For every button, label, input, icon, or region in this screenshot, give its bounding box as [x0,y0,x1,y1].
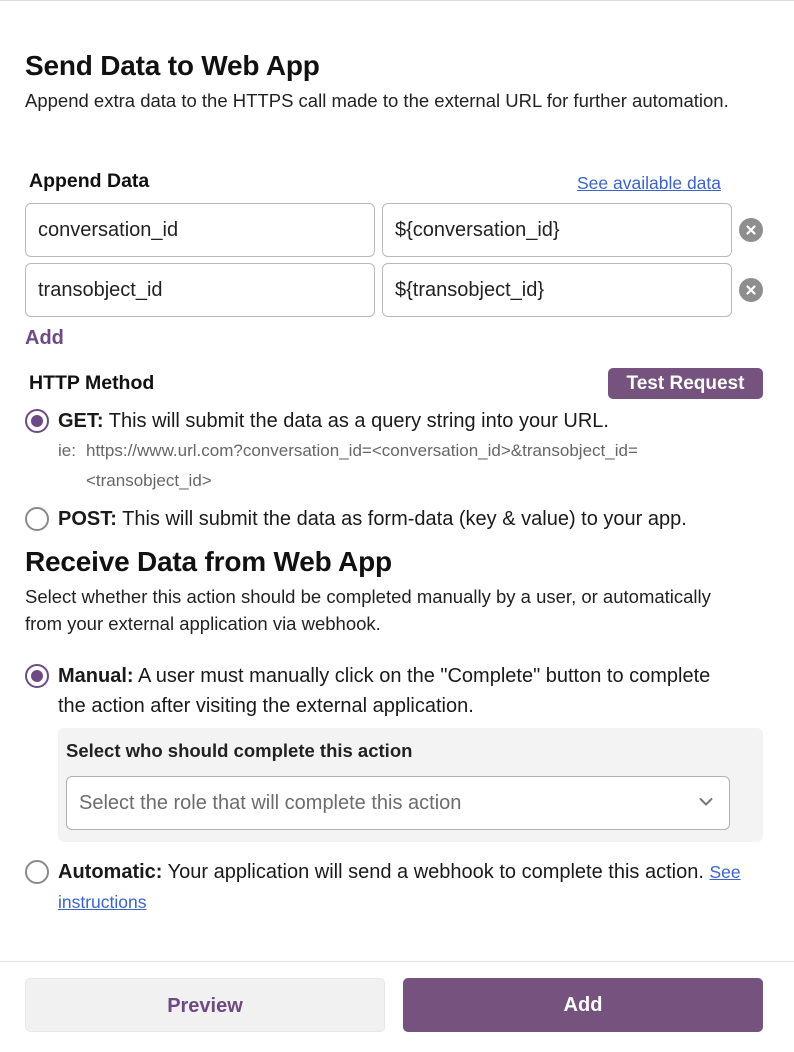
get-option-text: This will submit the data as a query string into your URL. [103,410,609,432]
role-select-placeholder: Select the role that will complete this action [79,792,462,814]
test-request-button[interactable]: Test Request [608,368,763,399]
close-icon [745,284,757,296]
top-divider [0,0,794,1]
see-available-data-link[interactable]: See available data [577,173,721,193]
get-example-line-2: <transobject_id> [86,471,212,490]
close-icon [745,224,757,236]
preview-button[interactable]: Preview [25,978,385,1032]
automatic-option-text: Your application will send a webhook to complete this action. [162,861,710,883]
manual-option-name: Manual: [58,665,134,687]
append-key-field-1[interactable]: conversation_id [25,203,375,257]
see-instructions-link[interactable]: See instructions [58,862,741,912]
get-option [58,406,768,436]
append-data-label: Append Data [29,170,150,192]
append-value-field-1[interactable]: ${conversation_id} [382,203,732,257]
manual-option [58,661,738,721]
receive-section-description: Select whether this action should be completed manually by a user, or automatically from your external application via webhook. [25,586,711,634]
post-option-text: This will submit the data as form-data (key & value) to your app. [116,508,687,530]
send-section-description: Append extra data to the HTTPS call made to the external URL for further automation. [25,90,729,111]
automatic-option-name: Automatic: [58,861,163,883]
manual-radio[interactable] [25,664,49,688]
append-value-field-2[interactable]: ${transobject_id} [382,263,732,317]
role-select-label: Select who should complete this action [66,740,413,761]
receive-section-title: Receive Data from Web App [25,546,392,577]
send-section-title: Send Data to Web App [25,50,320,81]
http-method-label: HTTP Method [29,372,155,394]
get-option-name: GET: [58,410,104,432]
get-radio[interactable] [25,409,49,433]
post-radio[interactable] [25,507,49,531]
post-option [58,504,778,534]
automatic-radio[interactable] [25,860,49,884]
post-option-name: POST: [58,508,117,530]
role-select-panel [58,728,763,842]
add-row-link[interactable]: Add [25,327,64,349]
remove-row-button-1[interactable] [739,218,763,242]
get-example-line-1: https://www.url.com?conversation_id=<conversation_id>&transobject_id= [86,441,638,460]
remove-row-button-2[interactable] [739,278,763,302]
footer-divider [0,961,794,962]
automatic-option [58,857,758,917]
manual-option-text: A user must manually click on the "Complete" button to complete the action after visiting the external application. [58,665,711,717]
get-example-prefix: ie: [58,441,76,460]
role-select-dropdown[interactable] [66,776,730,830]
get-example-url [86,436,776,496]
chevron-down-icon [699,797,713,807]
append-key-field-2[interactable]: transobject_id [25,263,375,317]
add-button[interactable]: Add [403,978,763,1032]
